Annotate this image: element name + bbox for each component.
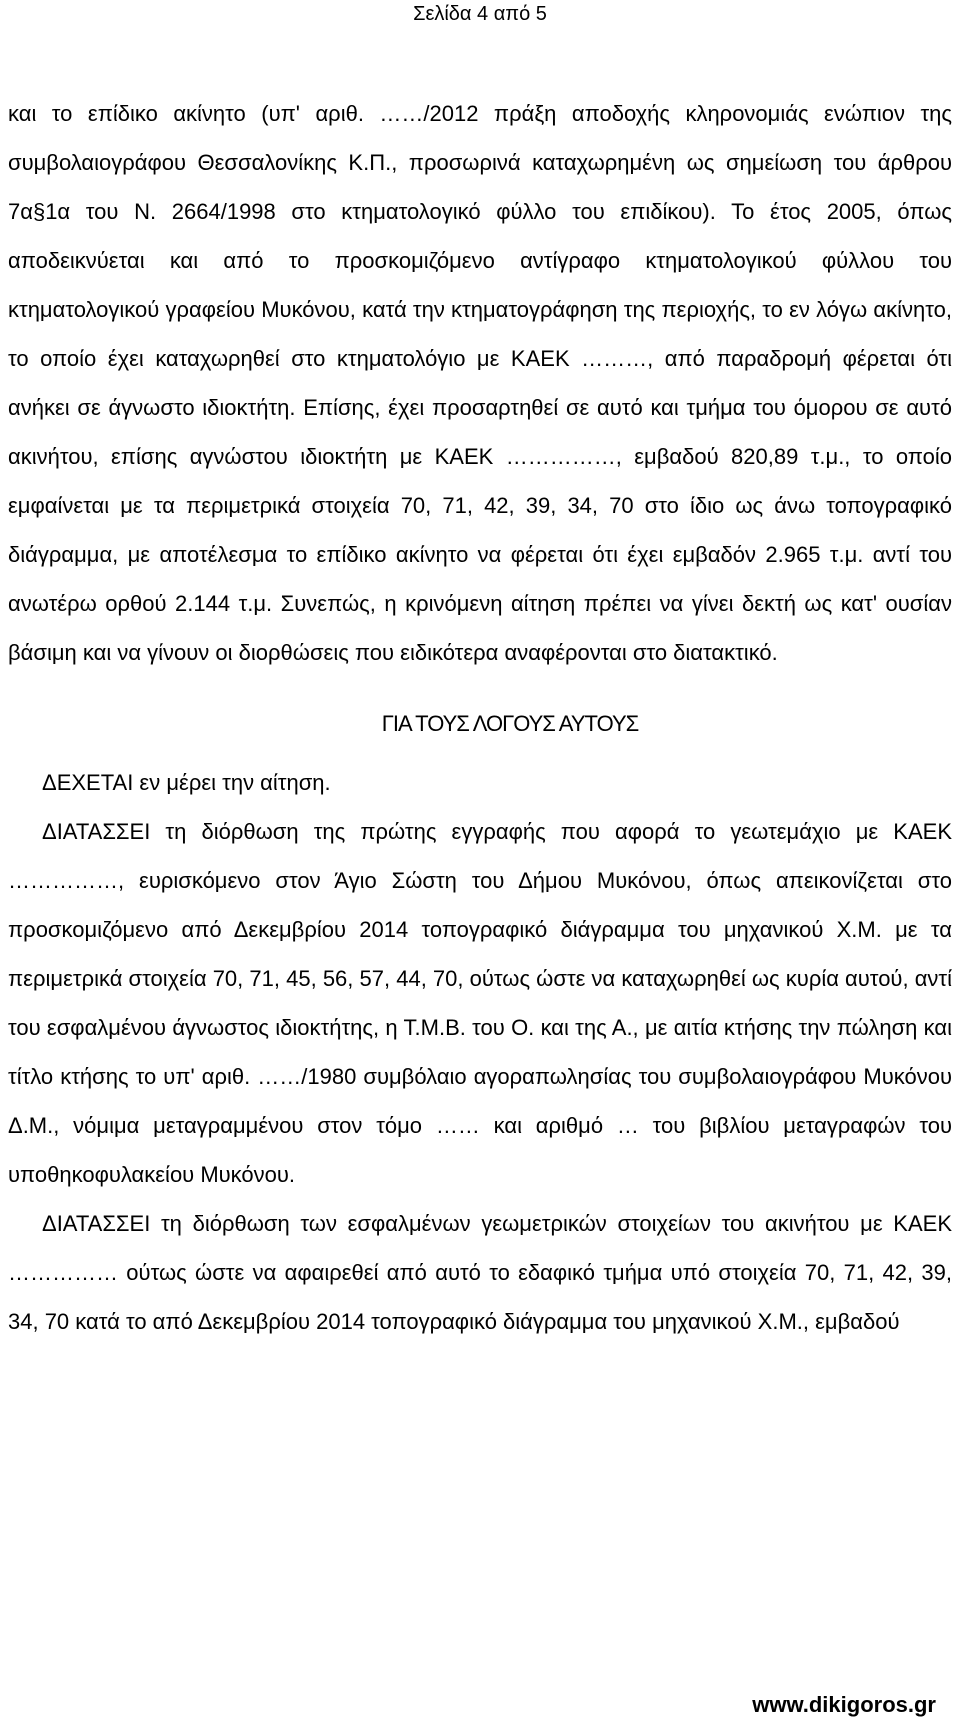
document-body: [8, 89, 952, 1346]
paragraph-accepts: ΔΕΧΕΤΑΙ εν μέρει την αίτηση.: [42, 770, 331, 795]
paragraph-orders-first: ΔΙΑΤΑΣΣΕΙ τη διόρθωση της πρώτης εγγραφής που αφορά το γεωτεμάχιο με ΚΑΕΚ ……………, ευρισκόμενο στον Άγιο Σώστη του Δήμου Μυκόνου, όπως απεικονίζεται στο προσκομιζόμενο από Δεκεμβρίου 2014 τοπογραφικό διάγραμμα του μηχανικού Χ.Μ. με τα περιμετρικά στοιχεία 70, 71, 45, 56, 57, 44, 70, ούτως ώστε να καταχωρηθεί ως κυρία αυτού, αντί του εσφαλμένου άγνωστος ιδιοκτήτης, η Τ.Μ.Β. του Ο. και της Α., με αιτία κτήσης την πώληση και τίτλο κτήσης το υπ' αριθ. ……/1980 συμβόλαιο αγοραπωλησίας του συμβολαιογράφου Μυκόνου Δ.Μ., νόμιμα μεταγραμμένου στον τόμο …… και αριθμό … του βιβλίου μεταγραφών του υποθηκοφυλακείου Μυκόνου.: [8, 819, 952, 1187]
paragraph-orders-second: ΔΙΑΤΑΣΣΕΙ τη διόρθωση των εσφαλμένων γεωμετρικών στοιχείων του ακινήτου με ΚΑΕΚ …………… ούτως ώστε να αφαιρεθεί από αυτό το εδαφικό τμήμα υπό στοιχεία 70, 71, 42, 39, 34, 70 κατά το από Δεκεμβρίου 2014 τοπογραφικό διάγραμμα του μηχανικού Χ.Μ., εμβαδού: [8, 1211, 952, 1334]
page-indicator: Σελίδα 4 από 5: [413, 3, 547, 25]
footer-website: www.dikigoros.gr: [752, 1692, 936, 1717]
section-heading: ΓΙΑ ΤΟΥΣ ΛΟΓΟΥΣ ΑΥΤΟΥΣ: [381, 711, 639, 736]
paragraph-reasoning: και το επίδικο ακίνητο (υπ' αριθ. ……/2012 πράξη αποδοχής κληρονομιάς ενώπιον της συμβολαιογράφου Θεσσαλονίκης Κ.Π., προσωρινά καταχωρημένη ως σημείωση του άρθρου 7α§1α του Ν. 2664/1998 στο κτηματολογικό φύλλο του επιδίκου). Το έτος 2005, όπως αποδεικνύεται και από το προσκομιζόμενο αντίγραφο κτηματολογικού φύλλου του κτηματολογικού γραφείου Μυκόνου, κατά την κτηματογράφηση της περιοχής, το εν λόγω ακίνητο, το οποίο έχει καταχωρηθεί στο κτηματολόγιο με ΚΑΕΚ ………, από παραδρομή φέρεται ότι ανήκει σε άγνωστο ιδιοκτήτη. Επίσης, έχει προσαρτηθεί σε αυτό και τμήμα του όμορου σε αυτό ακινήτου, επίσης αγνώστου ιδιοκτήτη με ΚΑΕΚ ……………, εμβαδού 820,89 τ.μ., το οποίο εμφαίνεται με τα περιμετρικά στοιχεία 70, 71, 42, 39, 34, 70 στο ίδιο ως άνω τοπογραφικό διάγραμμα, με αποτέλεσμα το επίδικο ακίνητο να φέρεται ότι έχει εμβαδόν 2.965 τ.μ. αντί του ανωτέρω ορθού 2.144 τ.μ. Συνεπώς, η κρινόμενη αίτηση πρέπει να γίνει δεκτή ως κατ' ουσίαν βάσιμη και να γίνουν οι διορθώσεις που ειδικότερα αναφέρονται στο διατακτικό.: [8, 101, 952, 665]
